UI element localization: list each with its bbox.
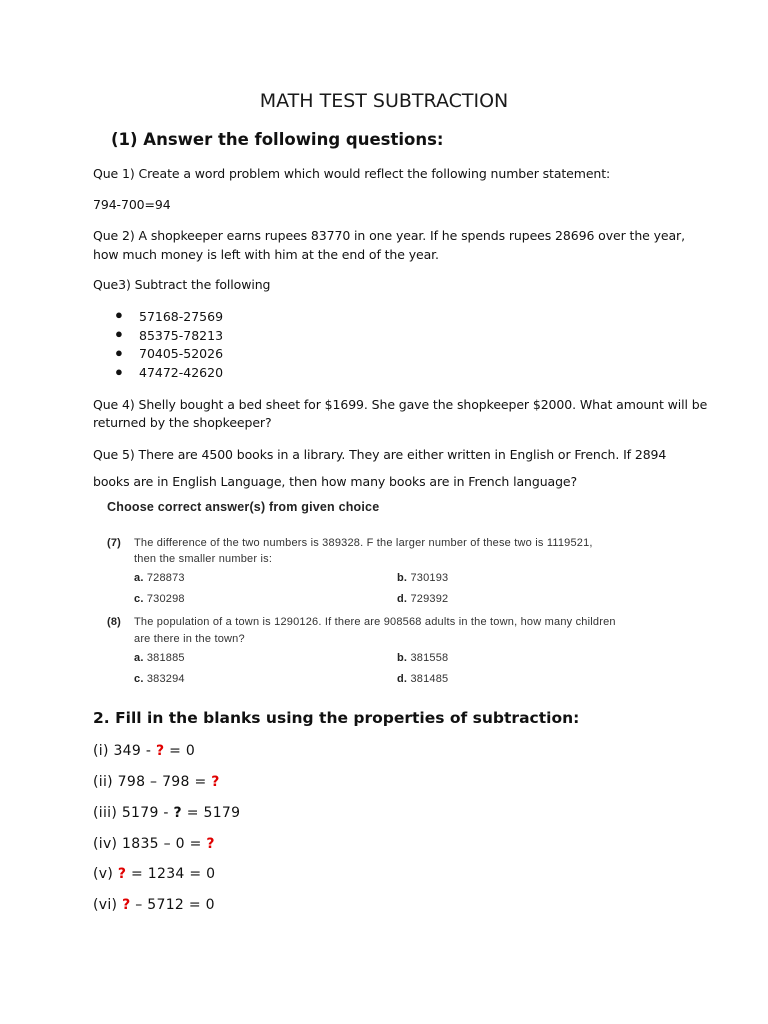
fill-blank-row: (v) ? = 1234 = 0 [93, 866, 216, 882]
fill-blank-row: (vi) ? – 5712 = 0 [93, 897, 215, 913]
question-mark-icon: ? [122, 897, 131, 913]
choice-heading: Choose correct answer(s) from given choice [107, 500, 380, 514]
bullet-icon: ● [115, 307, 123, 322]
question-mark-icon: ? [206, 836, 215, 852]
fill-blank-row: (iii) 5179 - ? = 5179 [93, 805, 241, 821]
question-8-option-d: d. 381485 [397, 673, 449, 685]
bullet-icon: ● [115, 345, 123, 360]
list-item: 85375-78213 [139, 328, 224, 343]
question-7-option-c: c. 730298 [134, 593, 185, 605]
question-mark-icon: ? [211, 774, 220, 790]
section-2-heading: 2. Fill in the blanks using the properties of subtraction: [93, 709, 580, 727]
bullet-icon: ● [115, 326, 123, 341]
list-item: 70405-52026 [139, 346, 224, 361]
question-1-statement: 794-700=94 [93, 197, 171, 212]
question-8-line-1: The population of a town is 1290126. If there are 908568 adults in the town, how many children [134, 616, 616, 628]
question-8-number: (8) [107, 616, 122, 628]
question-4-line-2: returned by the shopkeeper? [93, 415, 272, 430]
fill-blank-row: (ii) 798 – 798 = ? [93, 774, 220, 790]
question-mark-icon: ? [155, 743, 165, 759]
question-3: Que3) Subtract the following [93, 277, 271, 292]
question-7-line-1: The difference of the two numbers is 389328. F the larger number of these two is 1119521, [134, 537, 593, 549]
question-7-option-a: a. 728873 [134, 572, 185, 584]
question-8-option-b: b. 381558 [397, 652, 449, 664]
fill-blank-row: (iv) 1835 – 0 = ? [93, 836, 215, 852]
page-title: MATH TEST SUBTRACTION [259, 90, 509, 112]
question-mark-icon: ? [117, 866, 127, 882]
question-5-line-1: Que 5) There are 4500 books in a library. They are either written in English or French. If 2894 [93, 447, 667, 462]
question-7-line-2: then the smaller number is: [134, 553, 273, 565]
question-2-line-1: Que 2) A shopkeeper earns rupees 83770 in one year. If he spends rupees 28696 over the year, [93, 228, 685, 243]
question-mark-icon: ? [173, 805, 182, 821]
question-5-line-2: books are in English Language, then how many books are in French language? [93, 474, 578, 489]
list-item: 47472-42620 [139, 365, 224, 380]
question-4-line-1: Que 4) Shelly bought a bed sheet for $1699. She gave the shopkeeper $2000. What amount will be [93, 397, 708, 412]
question-7-number: (7) [107, 537, 122, 549]
question-7-option-b: b. 730193 [397, 572, 449, 584]
question-8-option-c: c. 383294 [134, 673, 185, 685]
question-1: Que 1) Create a word problem which would reflect the following number statement: [93, 166, 611, 181]
bullet-icon: ● [115, 364, 123, 379]
question-8-option-a: a. 381885 [134, 652, 185, 664]
question-7-option-d: d. 729392 [397, 593, 449, 605]
question-8-line-2: are there in the town? [134, 633, 245, 645]
section-1-heading: (1) Answer the following questions: [111, 130, 444, 149]
question-2-line-2: how much money is left with him at the end of the year. [93, 247, 439, 262]
list-item: 57168-27569 [139, 309, 224, 324]
fill-blank-row: (i) 349 - ? = 0 [93, 743, 196, 759]
